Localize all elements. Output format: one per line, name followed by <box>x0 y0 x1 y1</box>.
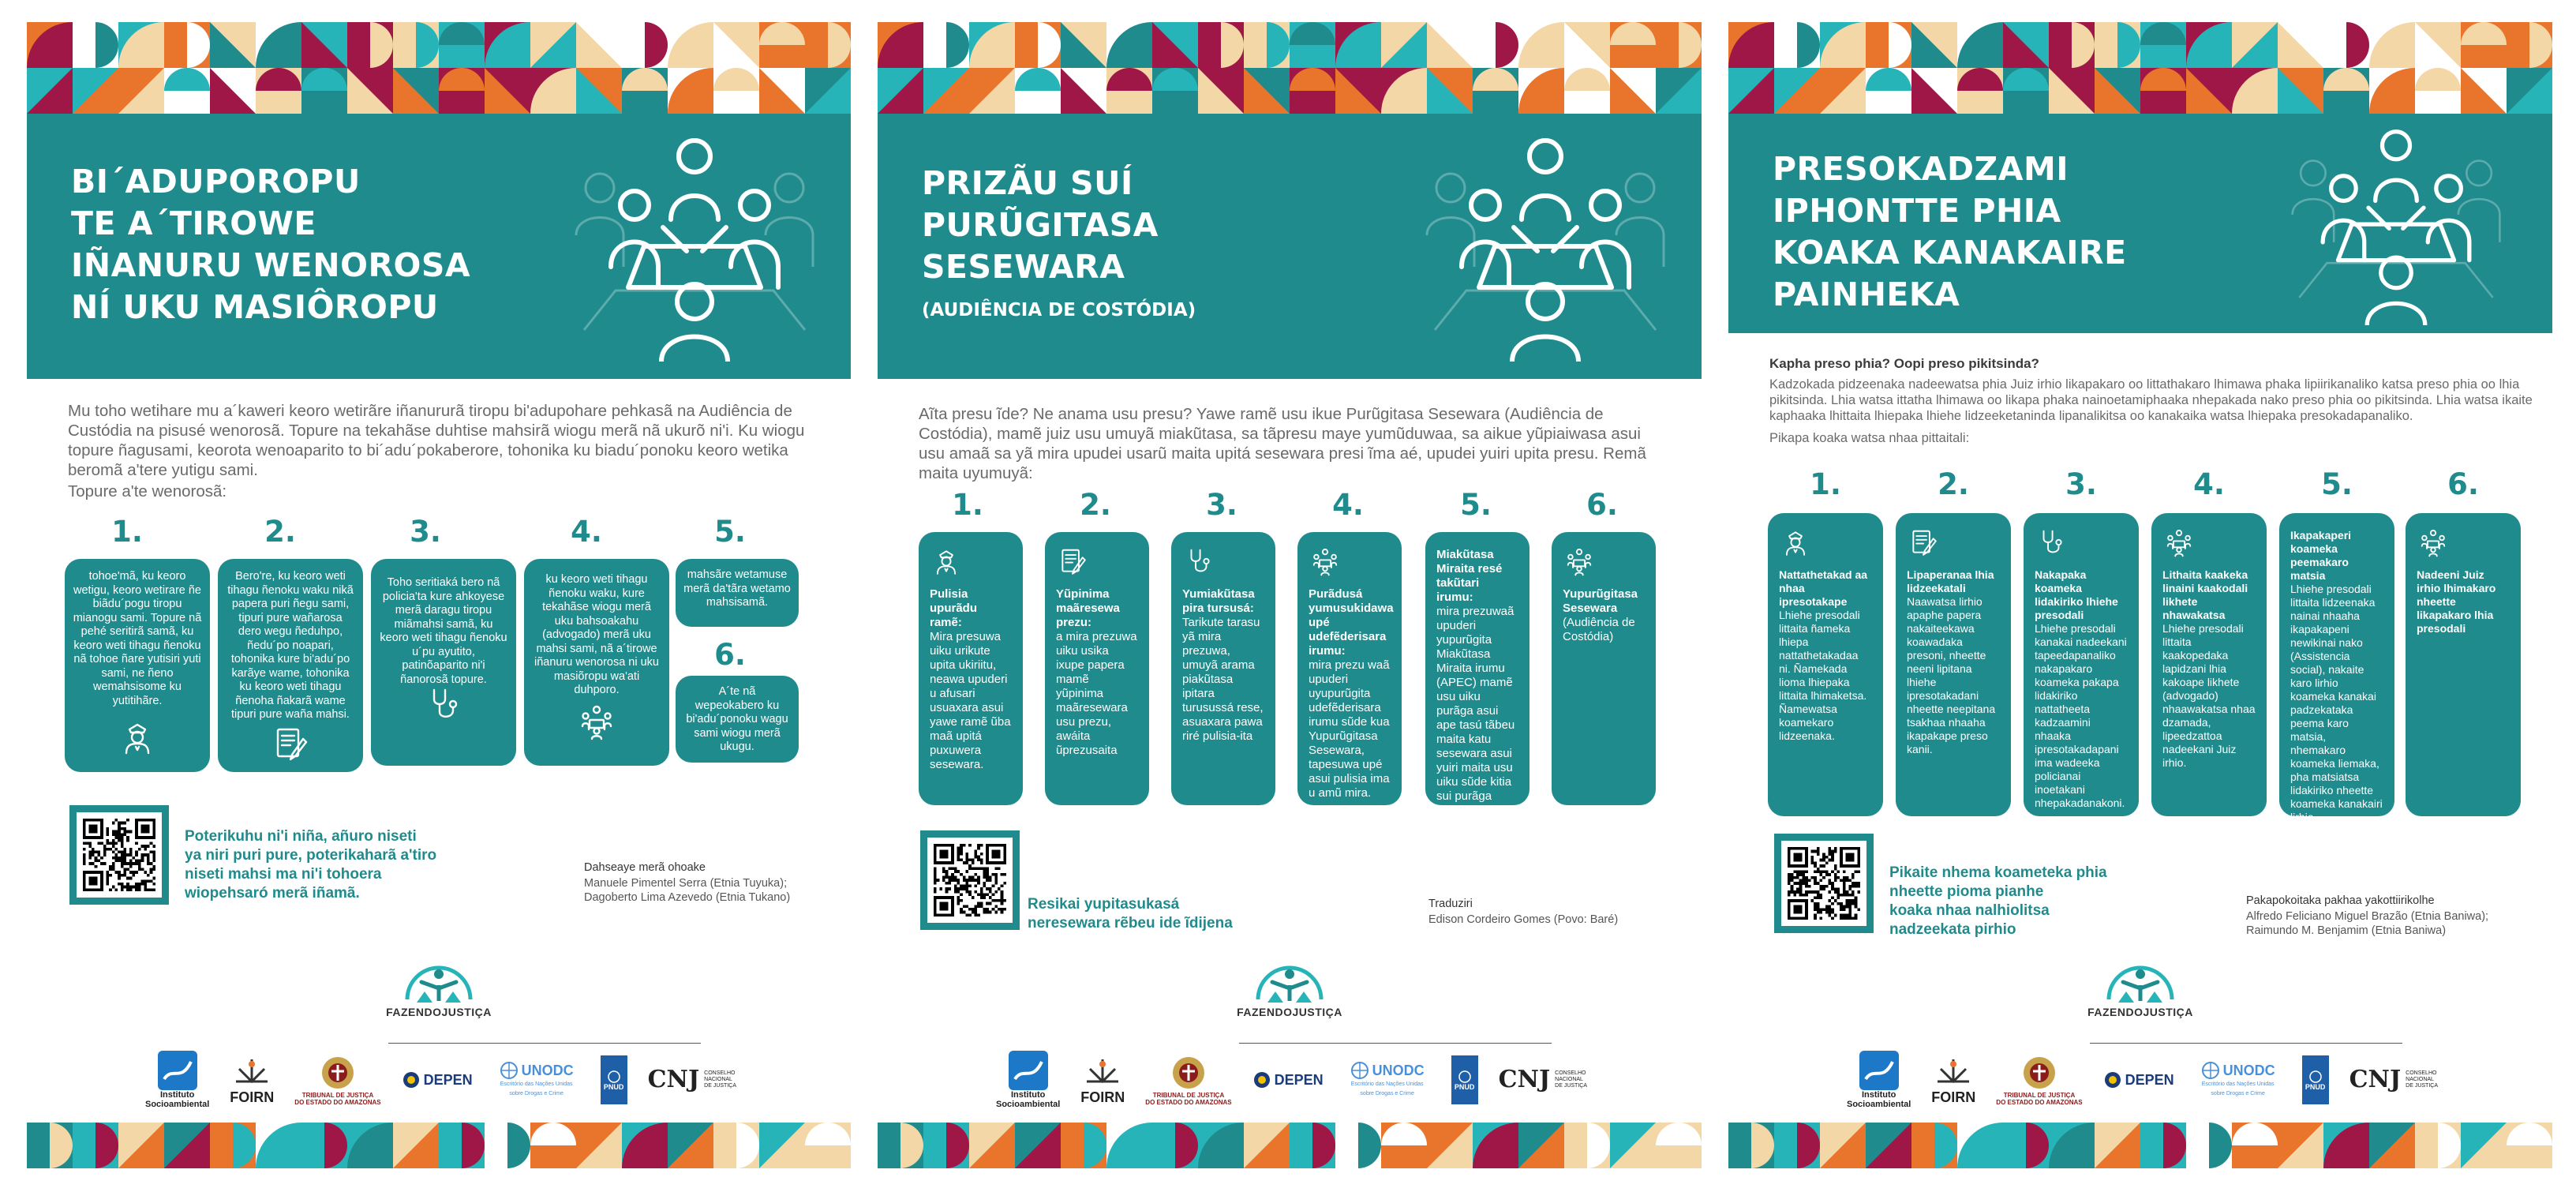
step-heading: Nattathetakad aa nhaa ipresotakape <box>1779 568 1868 608</box>
document-pen-icon <box>1058 546 1088 576</box>
intro-paragraph: Mu toho wetihare mu a´kaweri keoro wetirãre iñanururã tiropu bi'adupohare pehkasã na Audiência de Custódia na pisusé wenorosã. Topure na tekahãse duhtise mahsirã wiogu merã nã ukurõ ni'i. Ku wiogu topure ñagusami, keorota wenoaparito to bi´adu´pokaberore, tohonika ku biadu´ponoku keoro wetika beromã a'tere yutigu sami. <box>68 402 805 479</box>
step-card-3 <box>1171 532 1275 805</box>
step-text: A´te nã wepeokabero ku bi'adu´ponoku wagu sami wiogu merã ukugu. <box>686 685 788 753</box>
cnj-logo <box>647 1066 736 1093</box>
step-number: 3. <box>2065 467 2097 501</box>
logo-label: UNODC <box>1372 1063 1425 1078</box>
logo-sublabel: CONSELHO NACIONAL DE JUSTIÇA <box>704 1070 736 1089</box>
tjam-logo <box>1996 1054 2082 1106</box>
fazendo-justica-logo <box>1252 961 1327 1006</box>
step-card-3 <box>371 559 516 766</box>
step-text: Lhiehe presodali kanakai nadeekani tapeedapanaliko nakapakaro koameka pakapa lidakiriko nattatheeta kadzaamini nhaaka ipresotakadapani ima wadeeka policianai inoetakani nhepakadanakoni. <box>2035 622 2127 809</box>
step-number: 6. <box>714 638 746 672</box>
pnud-logo <box>2302 1055 2329 1104</box>
hero-banner <box>27 114 851 379</box>
qr-caption-line: koaka nhaa nalhiolitsa <box>1889 902 2050 919</box>
logo-label: Socioambiental <box>145 1100 210 1109</box>
logo-sublabel: CONSELHO NACIONAL DE JUSTIÇA <box>2406 1070 2438 1089</box>
logo-sublabel: Escritório das Nações Unidas sobre Drogas e Crime <box>2201 1081 2275 1096</box>
title-line: BI´ADUPOROPU <box>71 163 361 201</box>
logo-label: Instituto <box>1861 1090 1896 1100</box>
document-pen-icon <box>1908 527 1938 557</box>
step-number: 4. <box>571 515 602 549</box>
foirn-logo <box>1080 1058 1125 1105</box>
people-meeting-illustration <box>568 133 821 362</box>
step-heading: Yupurũgitasa Sesewara <box>1563 587 1638 615</box>
fazendo-justica-label: FAZENDOJUSTIÇA <box>1237 1006 1342 1018</box>
stethoscope-icon <box>1184 546 1214 576</box>
intro-text <box>919 404 1668 483</box>
step-text: Lhiehe presodali littaita kaakopedaka lapidzani lhia kakoape likhete (advogado) nhaawakatsa nhaa dzamada, lipeedzattoa nadeekani Juiz irhio. <box>2162 622 2256 769</box>
hero-banner <box>878 114 1702 379</box>
qr-caption-line: ya niri puri pure, poterikaharã a'tiro <box>185 847 437 864</box>
tjam-logo <box>1145 1054 1231 1106</box>
step-card-4 <box>524 559 669 766</box>
title-line: PURŨGITASA <box>922 206 1159 244</box>
step-number: 2. <box>1080 488 1111 522</box>
logo-label: DEPEN <box>1274 1072 1324 1088</box>
logo-label: FOIRN <box>230 1089 275 1105</box>
logo-sublabel: Escritório das Nações Unidas sobre Drogas e Crime <box>1350 1081 1424 1096</box>
credits <box>584 860 844 905</box>
police-officer-icon <box>931 546 961 576</box>
step-card-1 <box>919 532 1023 805</box>
logo-label: FOIRN <box>1080 1089 1125 1105</box>
title-line: NÍ UKU MASIÔROPU <box>71 288 439 326</box>
qr-caption <box>1889 864 2252 939</box>
credits-heading: Pakapokoitaka pakhaa yakottiirikolhe <box>2246 894 2435 907</box>
people-meeting-icon <box>578 703 616 740</box>
step-card-5 <box>2279 513 2394 823</box>
poster-baniwa <box>1728 0 2552 1192</box>
step-card-2 <box>1045 532 1149 805</box>
step-heading: Ikapakaperi koameka peemakaro matsia <box>2290 529 2352 582</box>
intro-text <box>68 401 818 501</box>
logo-label: Socioambiental <box>1847 1100 1911 1109</box>
step-text: Lhiehe presodali littaita ñameka lhiepa nattathetakadaa ni. Ñamekada lioma lhiepaka littaita lhimaketsa. Ñamewatsa koamekaro lidzeenaka. <box>1779 609 1867 742</box>
qr-caption <box>1028 895 1359 933</box>
step-text: tohoe'mã, ku keoro wetigu, keoro wetirare ñe biãdu´pogu tiropu mianogu sami. Topure nã pehé seritirã samã, ku keoro weti tihagu ñenoku nã tohoe ñare yutisiri yuti sami, ne ñeno wemahsisome ku yutitihãre. <box>73 570 202 707</box>
title-line: KOAKA KANAKAIRE <box>1773 234 2127 272</box>
logo-label: TRIBUNAL DE JUSTIÇA DO ESTADO DO AMAZONAS <box>1145 1092 1232 1106</box>
police-officer-icon <box>118 718 156 756</box>
step-text: Lhiehe presodali littaita lidzeenaka nainai nhaaha ikapakapeni newikinai nako (Assistencia social), nakaite karo lirhio koameka kanakai padzekataka peema karo matsia, nhemakaro koameka liemaka, pha matsiatsa lidakiriko nheette koameka kanakairi lirhio. <box>2290 583 2383 823</box>
step-heading: Miakũtasa Miraita resé takũtari irumu: <box>1436 548 1503 604</box>
step-heading: Lithaita kaakeka linaini kaakodali likhete nhawakatsa <box>2162 568 2248 621</box>
logo-label: UNODC <box>2222 1063 2275 1078</box>
step-heading: Lipaperanaa lhia lidzeekatali <box>1907 568 1994 594</box>
step-number: 2. <box>1938 467 1969 501</box>
step-heading: Nakapaka koameka lidakiriko lhiehe presodali <box>2035 568 2118 621</box>
title-line: IPHONTTE PHIA <box>1773 192 2061 230</box>
step-text: (Audiência de Costódia) <box>1563 616 1635 643</box>
foirn-logo <box>1931 1058 1976 1105</box>
hero-banner <box>1728 114 2552 333</box>
step-card-4 <box>2151 513 2267 816</box>
title-line: SESEWARA <box>922 248 1125 286</box>
logo-label: FOIRN <box>1931 1089 1976 1105</box>
hero-title <box>71 161 576 328</box>
logo-sublabel: Escritório das Nações Unidas sobre Drogas e Crime <box>500 1081 573 1096</box>
step-number: 1. <box>111 515 143 549</box>
pnud-logo <box>1451 1055 1478 1104</box>
step-card-6 <box>676 676 799 763</box>
qr-caption-line: neresewara rẽbeu ide ĩdijena <box>1028 915 1233 931</box>
qr-code[interactable] <box>69 805 169 905</box>
logo-label: PNUD <box>1454 1082 1475 1091</box>
people-meeting-illustration <box>2270 125 2522 325</box>
title-line: PRIZÃU SUÍ <box>922 164 1133 202</box>
logo-label: Instituto <box>159 1090 195 1100</box>
step-number: 5. <box>714 515 746 549</box>
divider <box>1239 1043 1552 1044</box>
unodc-logo <box>493 1061 580 1099</box>
step-text: mira prezuwaã upuderi yupurũgita Miakũtasa Miraita irumu (APEC) mamẽ usu uiku purãga asui ape tasú tãbeu maita katu sesewara asui yuiri maita usu uiku sũde kitia sui purãga arama uyusá. <box>1436 605 1515 817</box>
partner-logos <box>145 1048 761 1111</box>
instituto-socioambiental-logo <box>996 1051 1060 1109</box>
fazendo-justica-logo <box>2102 961 2178 1006</box>
step-text: Bero're, ku keoro weti tihagu ñenoku waku nikã papera puri ñegu sami, tipuri pure wañarosa dero wegu ñeduhpo, ñedu´po noapari, tohonika kure bi'adu´po karãye wame, tohonika ku keoro weti tihagu ñenoha ñakarã wame tipuri pure waña mahsi. <box>227 570 354 721</box>
logo-label: CNJ <box>2349 1066 2402 1093</box>
step-number: 4. <box>2193 467 2225 501</box>
people-meeting-icon <box>1310 546 1340 576</box>
qr-code[interactable] <box>1774 834 1874 933</box>
logo-label: DEPEN <box>423 1072 473 1088</box>
logo-label: DEPEN <box>2125 1072 2174 1088</box>
logo-label: TRIBUNAL DE JUSTIÇA DO ESTADO DO AMAZONAS <box>294 1092 381 1106</box>
qr-caption-line: nadzeekata pirhio <box>1889 921 2016 938</box>
step-heading: Nadeeni Juiz irhio lhimakaro nheette likapakaro lhia presodali <box>2417 568 2496 635</box>
step-number: 5. <box>1460 488 1492 522</box>
credits-line: Manuele Pimentel Serra (Etnia Tuyuka); <box>584 877 788 890</box>
qr-caption-line: Pikaite nhema koameteka phia <box>1889 864 2107 881</box>
divider <box>388 1043 701 1044</box>
stethoscope-icon <box>2036 527 2066 557</box>
decorative-pattern-bottom <box>1728 1123 2552 1170</box>
credits <box>1428 897 1689 927</box>
step-card-1 <box>1768 513 1883 816</box>
qr-caption-line: niseti mahsi ma ni'i tohoera <box>185 866 382 883</box>
poster-tuyuka-tukano <box>27 0 851 1192</box>
fazendo-justica-label: FAZENDOJUSTIÇA <box>2087 1006 2193 1018</box>
fazendo-justica-block <box>1728 961 2552 1033</box>
instituto-socioambiental-logo <box>145 1051 209 1109</box>
qr-caption-line: Resikai yupitasukasá <box>1028 896 1180 913</box>
decorative-pattern-top <box>878 22 1702 114</box>
step-text: mahsãre wetamuse merã da'tãra wetamo mahsisamã. <box>683 568 791 609</box>
step-number: 5. <box>2321 467 2353 501</box>
fazendo-justica-label: FAZENDOJUSTIÇA <box>386 1006 492 1018</box>
step-number: 6. <box>1586 488 1618 522</box>
qr-caption-line: Poterikuhu ni'i niña, añuro niseti <box>185 828 417 845</box>
step-text: Tarikute tarasu yã mira prezuwa, umuyã arama piakũtasa ipitara turusussá rese, asuaxara pawa riré pulisia-ita <box>1182 616 1264 743</box>
step-card-5 <box>676 559 799 627</box>
cnj-logo <box>1498 1066 1587 1093</box>
intro-paragraph: Pikapa koaka watsa nhaa pittaitali: <box>1769 431 1970 445</box>
depen-logo <box>402 1070 473 1089</box>
step-heading: Yumiakũtasa pira tursusá: <box>1182 587 1255 615</box>
decorative-pattern-bottom <box>878 1123 1702 1170</box>
step-text: ku keoro weti tihagu ñenoku waku, kure tekahãse wiogu merã uku bahsoakahu (advogado) merã uku mahsi sami, nã a´tirowe iñanuru wenorosa ni uku masiõropu wa'ati duhporo. <box>534 573 659 696</box>
decorative-pattern-top <box>27 22 851 114</box>
decorative-pattern-top <box>1728 22 2552 114</box>
credits-line: Alfredo Feliciano Miguel Brazão (Etnia Baniwa); <box>2246 910 2489 923</box>
step-text: a mira prezuwa uiku usika ixupe papera mamẽ yũpinima maãresewara usu prezu, awáita ũprezusaita <box>1056 630 1137 757</box>
qr-caption-line: wiopehsaró merã iñamã. <box>185 885 360 901</box>
hero-title <box>922 163 1427 288</box>
title-line: IÑANURU WENOROSA <box>71 246 471 284</box>
fazendo-justica-block <box>878 961 1702 1033</box>
fazendo-justica-logo <box>401 961 477 1006</box>
step-text: Naawatsa lirhio apaphe papera nakaiteekawa koawadaka presoni, nheette neeni lipitana lhiehe ipresotakadani nheette neepitana tsakhaa nhaaha ikapakape preso kanii. <box>1907 595 1996 755</box>
unodc-logo <box>1344 1061 1431 1099</box>
partner-logos <box>996 1048 1612 1111</box>
decorative-pattern-bottom <box>27 1123 851 1170</box>
people-meeting-illustration <box>1419 133 1672 362</box>
logo-label: PNUD <box>603 1082 624 1091</box>
step-number: 2. <box>264 515 296 549</box>
police-officer-icon <box>1780 527 1810 557</box>
step-text: Toho seritiaká bero nã policia'ta kure ahkoyese merã daragu tiropu miãmahsi samã, ku keoro weti tihagu ñenoku u´pu ayutito, patinõaparito ni'i ñanorosã topure. <box>380 576 507 686</box>
title-line: TE A´TIROWE <box>71 204 316 242</box>
title-line: PAINHEKA <box>1773 276 1960 313</box>
foirn-logo <box>230 1058 275 1105</box>
step-number: 1. <box>952 488 983 522</box>
step-heading: Purãdusá yumusukidawa upé udefẽderisara irumu: <box>1309 587 1394 658</box>
logo-label: CNJ <box>647 1066 700 1093</box>
instituto-socioambiental-logo <box>1847 1051 1911 1109</box>
credits-line: Raimundo M. Benjamim (Etnia Baniwa) <box>2246 924 2447 937</box>
step-card-3 <box>2024 513 2139 816</box>
step-card-1 <box>65 559 210 772</box>
step-card-6 <box>2406 513 2521 816</box>
title-line: PRESOKADZAMI <box>1773 150 2069 188</box>
logo-label: CNJ <box>1498 1066 1551 1093</box>
qr-caption-line: nheette pioma pianhe <box>1889 883 2044 900</box>
people-meeting-icon <box>2164 527 2194 557</box>
qr-caption <box>185 827 516 903</box>
step-card-2 <box>218 559 363 772</box>
stethoscope-icon <box>425 685 462 723</box>
logo-label: TRIBUNAL DE JUSTIÇA DO ESTADO DO AMAZONAS <box>1996 1092 2083 1106</box>
credits-line: Dagoberto Lima Azevedo (Etnia Tukano) <box>584 891 791 904</box>
step-card-2 <box>1896 513 2011 816</box>
step-card-6 <box>1552 532 1656 805</box>
step-number: 4. <box>1332 488 1364 522</box>
fazendo-justica-block <box>27 961 851 1033</box>
credits <box>2246 894 2546 938</box>
credits-heading: Dahseaye merã ohoake <box>584 861 706 874</box>
intro-question: Kapha preso phia? Oopi preso pikitsinda? <box>1769 356 2039 371</box>
logo-sublabel: CONSELHO NACIONAL DE JUSTIÇA <box>1555 1070 1587 1089</box>
partner-logos <box>1847 1048 2462 1111</box>
step-heading: Pulisia upurãdu ramẽ: <box>930 587 977 629</box>
tjam-logo <box>294 1054 380 1106</box>
hero-title <box>1773 148 2278 316</box>
step-text: Mira presuwa uiku urikute upita ukiriitu, neawa upuderi u afusari usuaxara asui yawe ramẽ ũba maã upitá puxuwera sesewara. <box>930 630 1011 771</box>
divider <box>2090 1043 2402 1044</box>
step-card-4 <box>1297 532 1402 805</box>
logo-label: UNODC <box>521 1063 574 1078</box>
intro-paragraph: Aĩta presu ĩde? Ne anama usu presu? Yawe ramẽ usu ikue Purũgitasa Sesewara (Audiência de Costódia), mamẽ juiz usu umuyã miakũtasa, sa tãpresu maye yumũduwaa, sa aikue yũpiaiwasa asui usu amaã sa yã mira upudei usarũ maita upitá sesewara presi ĩma aé, upudei yuiri upita presu. Remã maita uyumuyã: <box>919 405 1646 482</box>
logo-label: PNUD <box>2305 1082 2326 1091</box>
step-card-5 <box>1425 532 1530 817</box>
step-heading: Yũpinima maãresewa prezu: <box>1056 587 1120 629</box>
step-number: 3. <box>410 515 441 549</box>
logo-label: Socioambiental <box>996 1100 1061 1109</box>
document-pen-icon <box>271 725 309 763</box>
credits-heading: Traduziri <box>1428 898 1473 910</box>
credits-line: Edison Cordeiro Gomes (Povo: Baré) <box>1428 913 1619 926</box>
poster-bare <box>878 0 1702 1192</box>
step-number: 1. <box>1810 467 1841 501</box>
step-number: 6. <box>2447 467 2479 501</box>
step-number: 3. <box>1206 488 1237 522</box>
depen-logo <box>2103 1070 2174 1089</box>
intro-paragraph: Kadzokada pidzeenaka nadeewatsa phia Juiz irhio likapakaro oo littathakaro lhimawa phaka lipiirikanaliko katsa preso phia oo lhia pikitsinda. Lhia watsa ittatha lhimawa oo likapa phaka nainoetamiphaaka nhepakada nako preso phia oo pikitsinda. Lhia watsa ikaite kaphaaka lhittaita lhiepaka lhiehe lidzeeketaninda lipanalikitsa oo kanakaika watsa lhiepaka presokadapanaliko. <box>1769 377 2533 423</box>
people-meeting-icon <box>2418 527 2448 557</box>
step-text: mira prezu waã upuderi uyupurũgita udefẽderisara irumu sũde kua Yupurũgitasa Sesewara, tapesuwa upé asui pulisia ima u amũ mira. <box>1309 658 1390 800</box>
hero-subtitle: (AUDIÊNCIA DE COSTÓDIA) <box>922 300 1196 320</box>
people-meeting-icon <box>1564 546 1594 576</box>
depen-logo <box>1252 1070 1324 1089</box>
cnj-logo <box>2349 1066 2438 1093</box>
pnud-logo <box>601 1055 627 1104</box>
unodc-logo <box>2195 1061 2282 1099</box>
qr-code[interactable] <box>920 830 1020 930</box>
logo-label: Instituto <box>1010 1090 1046 1100</box>
intro-text <box>1769 354 2535 446</box>
intro-paragraph: Topure a'te wenorosã: <box>68 482 227 500</box>
